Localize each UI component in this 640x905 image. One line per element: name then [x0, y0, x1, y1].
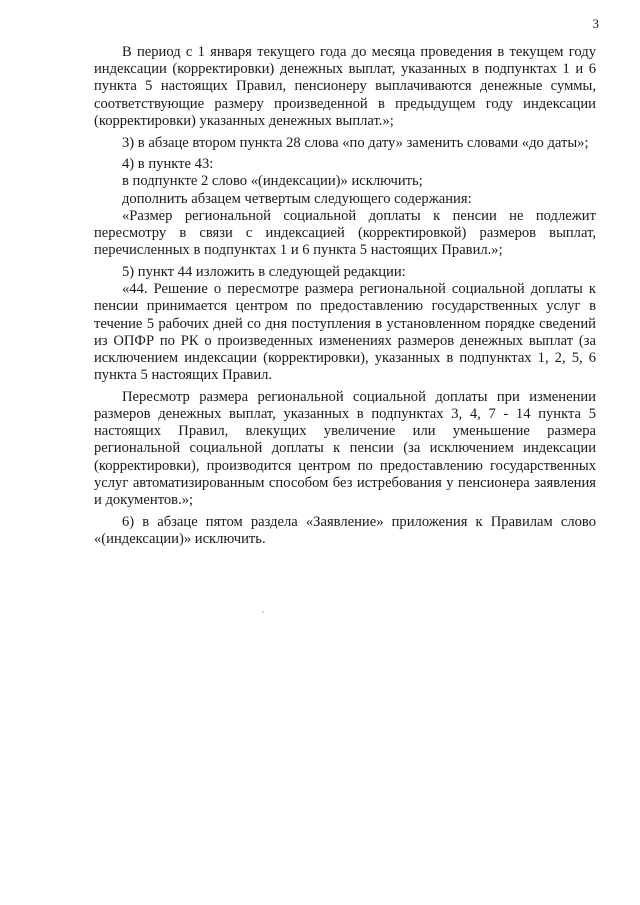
paragraph-item-6: 6) в абзаце пятом раздела «Заявление» приложения к Правилам слово «(индексации)» исключить. [94, 513, 596, 547]
paragraph-add-fourth: дополнить абзацем четвертым следующего содержания: [122, 190, 472, 207]
scan-speck [262, 611, 264, 613]
paragraph-quote-size: «Размер региональной социальной доплаты к пенсии не подлежит пересмотру в связи с индексацией (корректировкой) размеров выплат, перечисленных в подпунктах 1 и 6 пункта 5 настоящих Правил.»; [94, 207, 596, 259]
paragraph-indexation-period: В период с 1 января текущего года до месяца проведения в текущем году индексации (корректировки) денежных выплат, указанных в подпунктах 1 и 6 пункта 5 настоящих Правил, пенсионеру выплачиваются денежные суммы, соответствующие размеру произведенной в предыдущем году индексации (корректировки) указанных денежных выплат.»; [94, 44, 596, 129]
paragraph-item-5: 5) пункт 44 изложить в следующей редакции: [122, 263, 406, 280]
paragraph-item-4: 4) в пункте 43: [122, 156, 214, 173]
page-number: 3 [592, 16, 599, 31]
paragraph-point-44: «44. Решение о пересмотре размера региональной социальной доплаты к пенсии принимается центром по предоставлению государственных услуг в течение 5 рабочих дней со дня поступления в установленном порядке сведений из ОПФР по РК о произведенных изменениях размеров денежных выплат (за исключением индексации (корректировки), указанных в подпунктах 1, 2, 5, 6 пункта 5 настоящих Правил. [94, 281, 596, 384]
paragraph-revision: Пересмотр размера региональной социальной доплаты при изменении размеров денежных выплат, указанных в подпунктах 3, 4, 7 - 14 пункта 5 настоящих Правил, влекущих увеличение или уменьшение размера региональной социальной доплаты к пенсии (за исключением индексации (корректировки), производится центром по предоставлению государственных услуг автоматизированным способом без истребования у пенсионера заявления и документов.»; [94, 388, 596, 509]
document-body [94, 44, 596, 553]
paragraph-item-3: 3) в абзаце втором пункта 28 слова «по дату» заменить словами «до даты»; [122, 134, 589, 151]
paragraph-subitem-2: в подпункте 2 слово «(индексации)» исключить; [122, 173, 423, 190]
